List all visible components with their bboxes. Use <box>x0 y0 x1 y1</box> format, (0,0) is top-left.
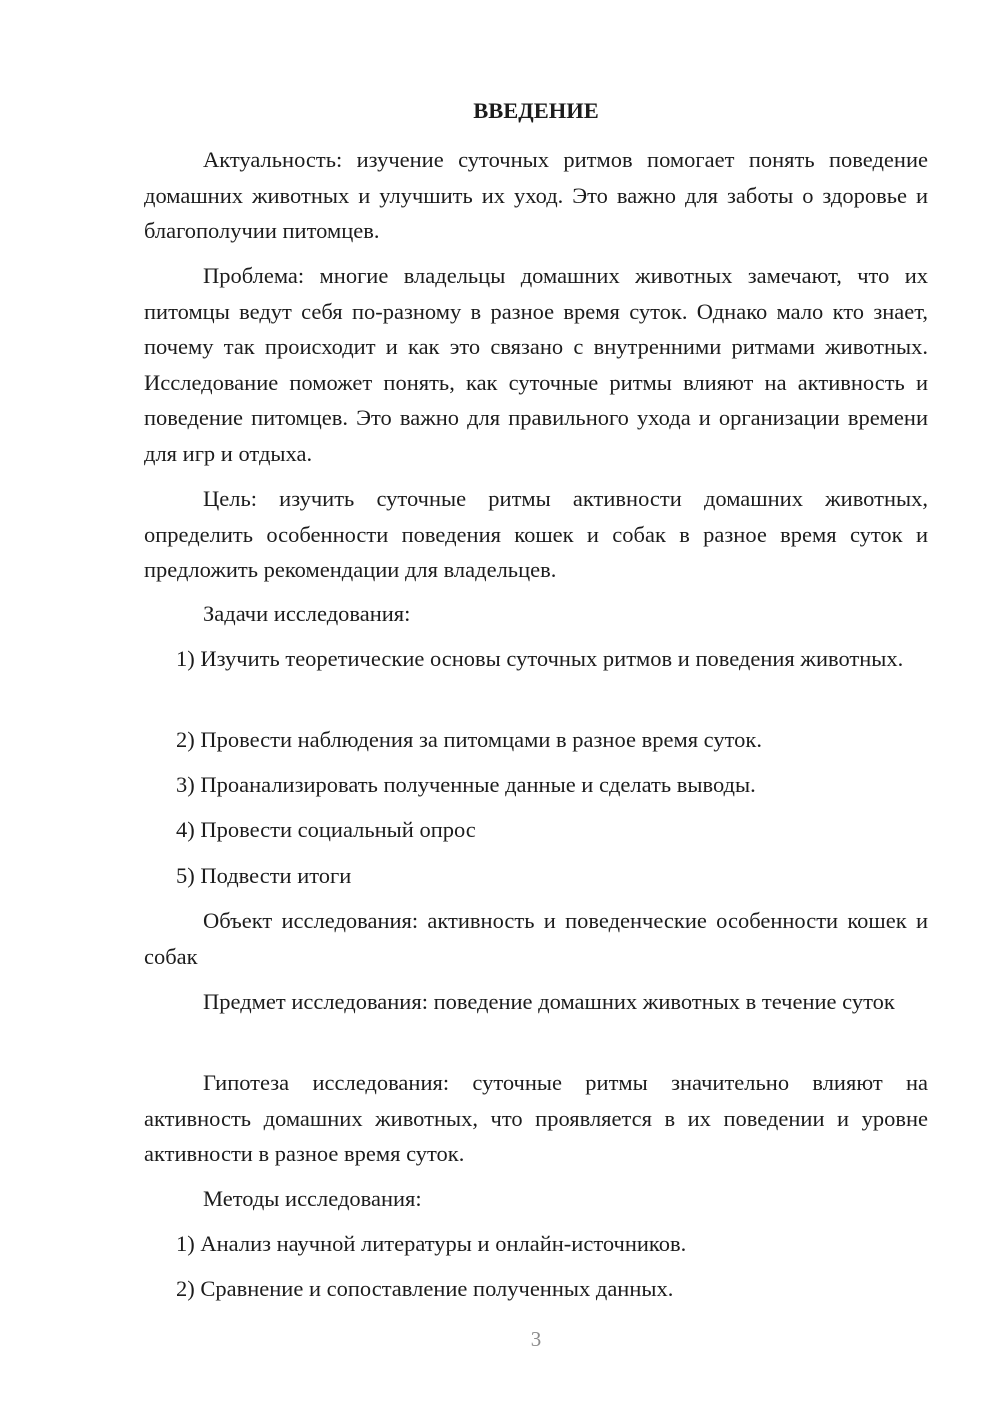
paragraph-relevance: Актуальность: изучение суточных ритмов помогает понять поведение домашних животных и улучшить их уход. Это важно для заботы о здоровье и благополучии питомцев. <box>144 147 928 243</box>
task-item-1: 1) Изучить теоретические основы суточных ритмов и поведения животных. <box>176 646 904 671</box>
page-number: 3 <box>530 1327 542 1351</box>
methods-heading: Методы исследования: <box>203 1186 422 1211</box>
method-item-1: 1) Анализ научной литературы и онлайн-источников. <box>176 1231 687 1256</box>
paragraph-hypothesis: Гипотеза исследования: суточные ритмы значительно влияют на активность домашних животных, что проявляется в их поведении и уровне активности в разное время суток. <box>144 1070 928 1166</box>
task-item-3: 3) Проанализировать полученные данные и сделать выводы. <box>176 772 756 797</box>
tasks-heading: Задачи исследования: <box>203 601 411 626</box>
method-item-2: 2) Сравнение и сопоставление полученных данных. <box>176 1276 674 1301</box>
paragraph-object: Объект исследования: активность и поведенческие особенности кошек и собак <box>144 908 928 969</box>
paragraph-problem: Проблема: многие владельцы домашних животных замечают, что их питомцы ведут себя по-разному в разное время суток. Однако мало кто знает, почему так происходит и как это связано с внутренними ритмами животных. Исследование поможет понять, как суточные ритмы влияют на активность и поведение питомцев. Это важно для правильного ухода и организации времени для игр и отдыха. <box>144 263 928 466</box>
paragraph-subject: Предмет исследования: поведение домашних животных в течение суток <box>203 989 895 1014</box>
section-heading: ВВЕДЕНИЕ <box>473 98 599 123</box>
task-item-4: 4) Провести социальный опрос <box>176 817 476 842</box>
task-item-5: 5) Подвести итоги <box>176 863 352 888</box>
task-item-2: 2) Провести наблюдения за питомцами в разное время суток. <box>176 727 762 752</box>
paragraph-goal: Цель: изучить суточные ритмы активности домашних животных, определить особенности поведения кошек и собак в разное время суток и предложить рекомендации для владельцев. <box>144 486 928 582</box>
